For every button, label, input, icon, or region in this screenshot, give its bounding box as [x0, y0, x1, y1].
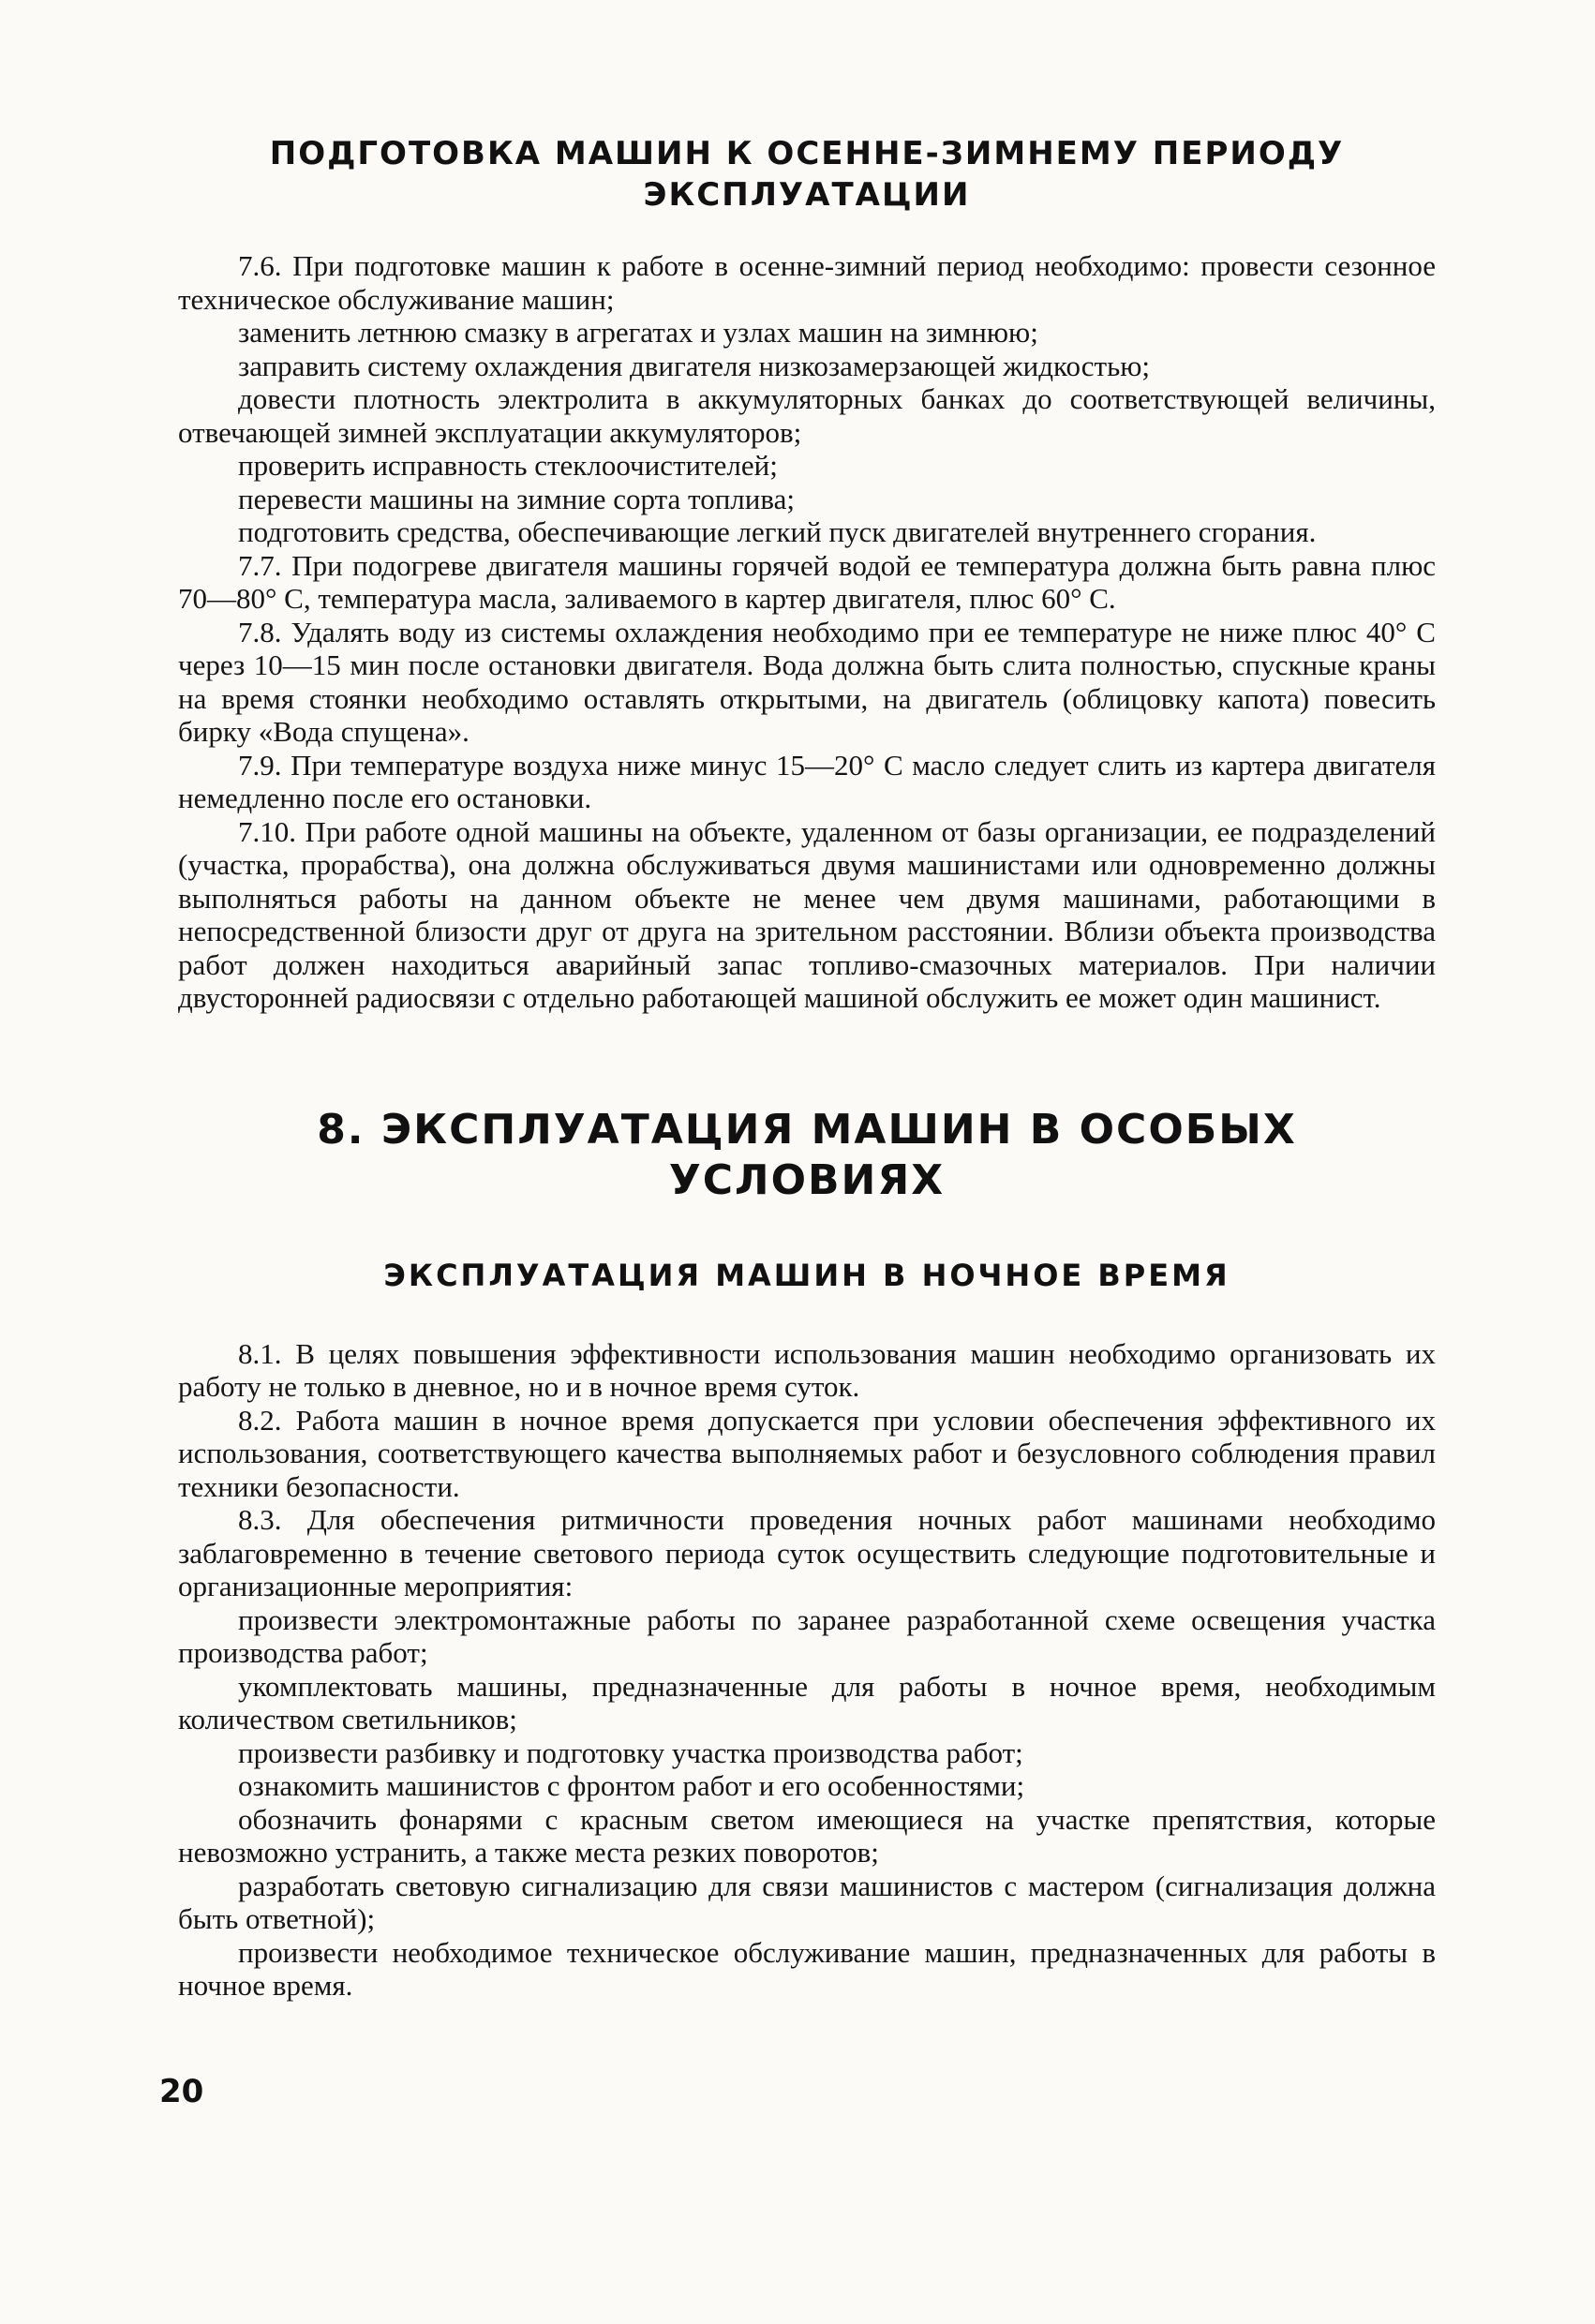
list-item: ознакомить машинистов с фронтом работ и его особенностями;	[238, 1769, 1025, 1802]
list-item: довести плотность электролита в аккумуляторных банках до соответствующей величины, отвечающей зимней эксплуатации аккумуляторов;	[178, 382, 1436, 449]
section-heading-night-time: ЭКСПЛУАТАЦИЯ МАШИН В НОЧНОЕ ВРЕМЯ	[383, 1257, 1230, 1293]
paragraph-8-1: 8.1. В целях повышения эффективности использования машин необходимо организовать их работу не только в дневное, но и в ночное время суток.	[178, 1336, 1436, 1403]
list-item: проверить исправность стеклоочистителей;	[238, 449, 778, 482]
section-heading-autumn-winter: ПОДГОТОВКА МАШИН К ОСЕННЕ-ЗИМНЕМУ ПЕРИОДУ ЭКСПЛУАТАЦИИ	[269, 135, 1345, 214]
list-item: заменить летнюю смазку в агрегатах и узлах машин на зимнюю;	[238, 316, 1038, 349]
section-8-body	[178, 1337, 1436, 2003]
list-item: произвести разбивку и подготовку участка производства работ;	[238, 1736, 1023, 1769]
list-item: разработать световую сигнализацию для связи машинистов с мастером (сигнализация должна быть ответной);	[178, 1869, 1436, 1935]
list-item: подготовить средства, обеспечивающие легкий пуск двигателей внутреннего сгорания.	[238, 515, 1317, 548]
list-item: заправить систему охлаждения двигателя низкозамерзающей жидкостью;	[238, 349, 1151, 382]
paragraph-8-3: 8.3. Для обеспечения ритмичности проведения ночных работ машинами необходимо заблаговременно в течение светового периода суток осуществить следующие подготовительные и организационные мероприятия:	[178, 1503, 1436, 1602]
paragraph-7-9: 7.9. При температуре воздуха ниже минус 15—20° С масло следует слить из картера двигателя немедленно после его остановки.	[178, 748, 1436, 814]
list-item: произвести необходимое техническое обслуживание машин, предназначенных для работы в ночное время.	[178, 1935, 1436, 2002]
section-7-body	[178, 249, 1436, 1015]
paragraph-7-6: 7.6. При подготовке машин к работе в осенне-зимний период необходимо: провести сезонное техническое обслуживание машин;	[178, 249, 1436, 316]
list-item: обозначить фонарями с красным светом имеющиеся на участке препятствия, которые невозможно устранить, а также места резких поворотов;	[178, 1802, 1436, 1869]
chapter-heading-special-conditions: 8. ЭКСПЛУАТАЦИЯ МАШИН В ОСОБЫХ УСЛОВИЯХ	[317, 1105, 1297, 1204]
paragraph-8-2: 8.2. Работа машин в ночное время допускается при условии обеспечения эффективного их использования, соответствующего качества выполняемых работ и безусловного соблюдения правил техники безопасности.	[178, 1403, 1436, 1503]
paragraph-7-8: 7.8. Удалять воду из системы охлаждения необходимо при ее температуре не ниже плюс 40° С через 10—15 мин после остановки двигателя. Вода должна быть слита полностью, спускные краны на время стоянки необходимо оставлять открытыми, на двигатель (облицовку капота) повесить бирку «Вода спущена».	[178, 615, 1436, 748]
paragraph-7-7: 7.7. При подогреве двигателя машины горячей водой ее температура должна быть равна плюс 70—80° С, температура масла, заливаемого в картер двигателя, плюс 60° С.	[178, 548, 1436, 615]
page-number: 20	[159, 2073, 204, 2110]
list-item: произвести электромонтажные работы по заранее разработанной схеме освещения участка производства работ;	[178, 1602, 1436, 1669]
paragraph-7-10: 7.10. При работе одной машины на объекте, удаленном от базы организации, ее подразделений (участка, прорабства), она должна обслуживаться двумя машинистами или одновременно должны выполняться работы на данном объекте не менее чем двумя машинами, работающими в непосредственной близости друг от друга на зрительном расстоянии. Вблизи объекта производства работ должен находиться аварийный запас топливо-смазочных материалов. При наличии двусторонней радиосвязи с отдельно работающей машиной обслужить ее может один машинист.	[178, 814, 1436, 1014]
list-item: перевести машины на зимние сорта топлива;	[238, 482, 795, 515]
list-item: укомплектовать машины, предназначенные для работы в ночное время, необходимым количеством светильников;	[178, 1669, 1436, 1736]
